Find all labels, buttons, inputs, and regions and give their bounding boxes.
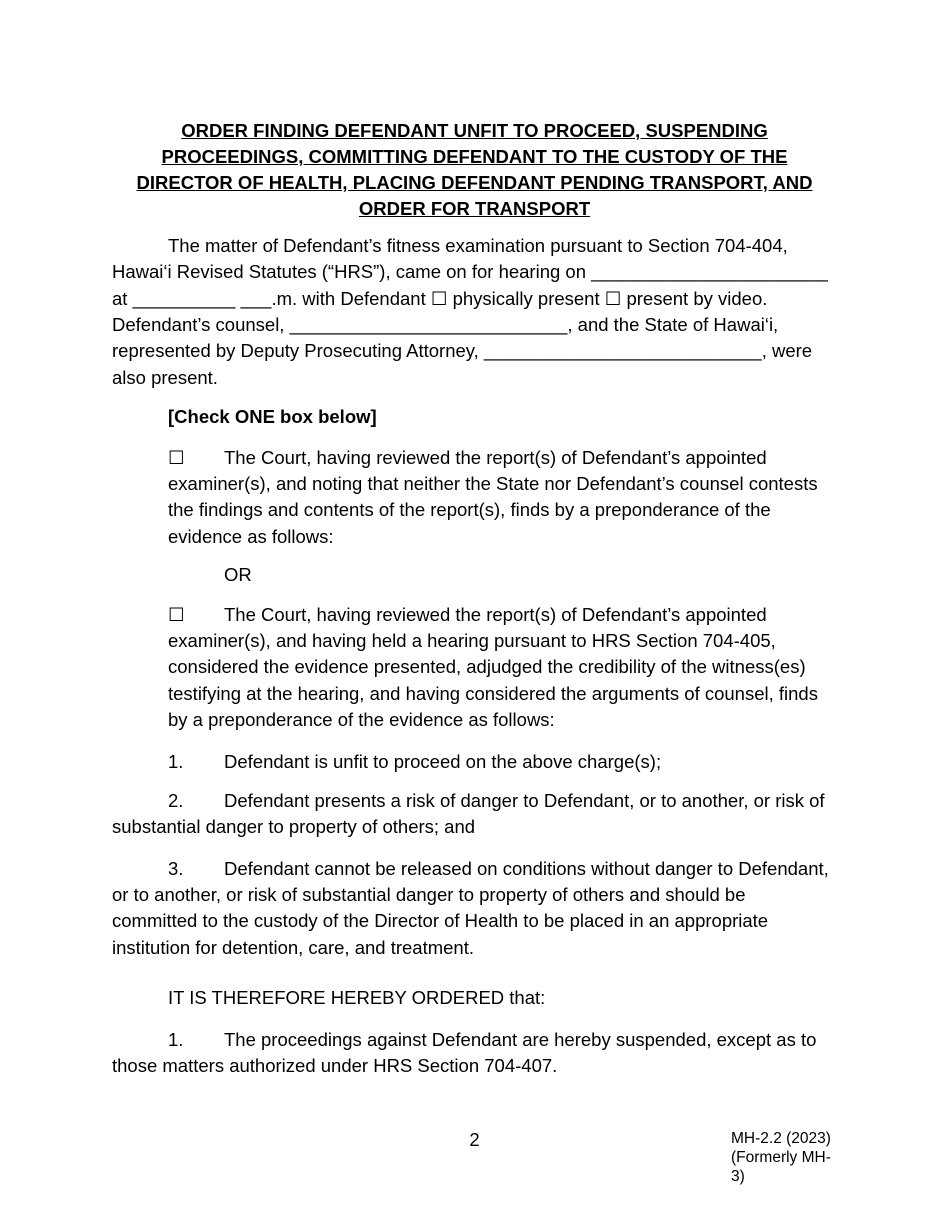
intro-line-3: at __________ ___.m. with Defendant ☐ physically present ☐ present by video. [112,287,768,309]
order-1 [112,1027,837,1079]
title-line-3: DIRECTOR OF HEALTH, PLACING DEFENDANT PENDING TRANSPORT, AND [136,172,813,193]
order-1-line-1: The proceedings against Defendant are hereby suspended, except as to [224,1029,817,1050]
option-1 [168,445,838,550]
title-line-2: PROCEEDINGS, COMMITTING DEFENDANT TO THE CUSTODY OF THE [161,146,788,167]
intro-line-4: Defendant’s counsel, ___________________________, and the State of Hawai‘i, [112,314,779,336]
title-line-4: ORDER FOR TRANSPORT [358,198,591,219]
title-line-1: ORDER FINDING DEFENDANT UNFIT TO PROCEED, SUSPENDING [181,120,768,141]
option-1-line-4: evidence as follows: [168,525,334,547]
option-1-line-3: the findings and contents of the report(s), finds by a preponderance of the [168,499,771,521]
check-instruction: [Check ONE box below] [168,406,377,427]
option-2-line-5: by a preponderance of the evidence as follows: [168,708,555,730]
intro-line-2: Hawai‘i Revised Statutes (“HRS”), came on for hearing on _______________________ [112,261,828,283]
order-title [112,118,837,222]
finding-3-line-4: institution for detention, care, and treatment. [112,936,474,958]
option-2-line-1: The Court, having reviewed the report(s) of Defendant’s appointed [224,604,767,625]
finding-2-number: 2. [168,790,184,811]
option-1-line-1: The Court, having reviewed the report(s) of Defendant’s appointed [224,447,767,468]
finding-3-line-1: Defendant cannot be released on conditions without danger to Defendant, [224,858,829,879]
option-2-line-3: considered the evidence presented, adjudged the credibility of the witness(es) [168,656,806,678]
order-1-line-2: those matters authorized under HRS Section 704-407. [112,1055,558,1077]
form-identifier [731,1129,837,1186]
ordered-heading: IT IS THEREFORE HEREBY ORDERED that: [168,987,546,1008]
option-2-line-4: testifying at the hearing, and having considered the arguments of counsel, finds [168,682,818,704]
finding-2-line-1: Defendant presents a risk of danger to Defendant, or to another, or risk of [224,790,825,811]
finding-3-line-2: or to another, or risk of substantial danger to property of others and should be [112,884,746,906]
finding-3-number: 3. [168,858,184,879]
option-1-checkbox[interactable]: ☐ [168,447,185,468]
order-1-number: 1. [168,1029,184,1050]
finding-1-number: 1. [168,751,184,772]
document-page [112,0,837,1230]
form-former-code: (Formerly MH-3) [731,1149,831,1185]
page-number: 2 [469,1129,480,1150]
option-1-line-2: examiner(s), and noting that neither the State nor Defendant’s counsel contests [168,473,818,495]
finding-1-line-1: Defendant is unfit to proceed on the above charge(s); [224,751,662,772]
finding-1 [112,749,837,775]
option-2-line-2: examiner(s), and having held a hearing pursuant to HRS Section 704-405, [168,630,776,652]
form-code: MH-2.2 (2023) [731,1130,831,1147]
option-2-checkbox[interactable]: ☐ [168,604,185,625]
finding-3 [112,856,837,961]
option-2 [168,602,838,733]
or-label: OR [224,564,252,585]
finding-3-line-3: committed to the custody of the Director of Health to be placed in an appropriate [112,910,769,932]
intro-line-5: represented by Deputy Prosecuting Attorney, ___________________________, were [112,340,813,362]
intro-line-1: The matter of Defendant’s fitness examination pursuant to Section 704-404, [168,235,788,256]
finding-2-line-2: substantial danger to property of others; and [112,816,476,838]
intro-paragraph [112,233,837,391]
finding-2 [112,788,837,840]
intro-line-6: also present. [112,366,218,388]
